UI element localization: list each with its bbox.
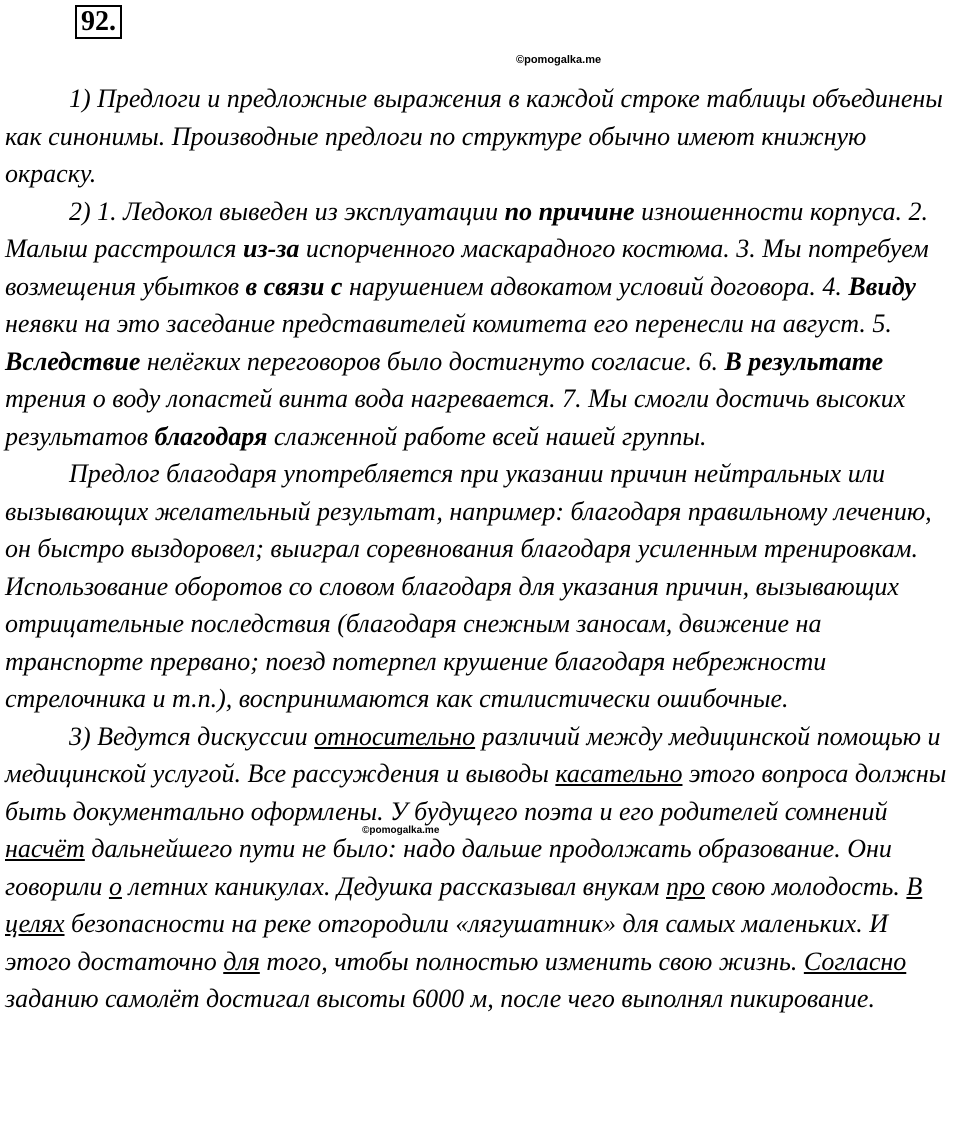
underlined-preposition: насчёт: [5, 834, 85, 863]
text-run: безопасности на реке отгородили «лягушатник» для самых маленьких. И этого достаточно: [5, 909, 888, 976]
answer-text: [5, 80, 960, 1018]
bold-preposition: из-за: [243, 234, 300, 263]
text-run: дальнейшего пути не было: надо дальше продолжать образование. Они говорили: [5, 834, 892, 901]
watermark-top: ©pomogalka.me: [516, 54, 602, 66]
underlined-preposition: касательно: [555, 759, 683, 788]
underlined-preposition: относительно: [314, 721, 476, 751]
text-run: нелёгких переговоров было достигнуто согласие. 6.: [140, 346, 725, 376]
bold-preposition: по причине: [504, 196, 635, 226]
bold-preposition: Вследствие: [5, 346, 141, 376]
underlined-preposition: о: [108, 871, 122, 901]
text-run: слаженной работе всей нашей группы.: [267, 421, 707, 451]
text-run: летних каникулах. Дедушка рассказывал внукам: [121, 871, 666, 901]
underlined-preposition: Согласно: [803, 946, 907, 976]
text-run: нарушением адвокатом условий договора. 4.: [342, 271, 849, 301]
text-run: 3) Ведутся дискуссии: [69, 721, 315, 751]
text-run: изношенности корпуса. 2. Малыш расстроился: [5, 196, 928, 263]
text-run: трения о воду лопастей винта вода нагревается. 7. Мы смогли достичь высоких результатов: [5, 384, 906, 451]
underlined-preposition: для: [223, 946, 260, 976]
bold-preposition: благодаря: [154, 421, 268, 451]
text-run: различий между медицинской помощью и медицинской услугой. Все рассуждения и выводы: [5, 721, 941, 788]
paragraph-2: [5, 193, 960, 456]
underlined-preposition: про: [666, 871, 705, 901]
bold-preposition: Ввиду: [848, 271, 916, 301]
text-run: свою молодость.: [705, 871, 907, 901]
task-number: 92.: [75, 5, 122, 39]
text-run: этого вопроса должны быть документально оформлены. У будущего поэта и его родителей сомнений: [5, 759, 947, 826]
text-run: 2) 1. Ледокол выведен из эксплуатации: [69, 196, 505, 226]
text-run: неявки на это заседание представителей комитета его перенесли на август. 5.: [5, 309, 892, 338]
bold-preposition: в связи с: [245, 271, 343, 301]
bold-preposition: В результате: [724, 346, 884, 376]
text-run: того, чтобы полностью изменить свою жизнь.: [259, 946, 804, 976]
text-run: заданию самолёт достигал высоты 6000 м, после чего выполнял пикирование.: [5, 984, 875, 1013]
paragraph-1: 1) Предлоги и предложные выражения в каждой строке таблицы объединены как синонимы. Производные предлоги по структуре обычно имеют книжную окраску.: [5, 84, 943, 188]
paragraph-3: Предлог благодаря употребляется при указании причин нейтральных или вызывающих желательный результат, например: благодаря правильному лечению, он быстро выздоровел; выиграл соревнования благодаря усиленным тренировкам. Использование оборотов со словом благодаря для указания причин, вызывающих отрицательные последствия (благодаря снежным заносам, движение на транспорте прервано; поезд потерпел крушение благодаря небрежности стрелочника и т.п.), воспринимаются как стилистически ошибочные.: [5, 459, 932, 713]
paragraph-4: [5, 718, 960, 1018]
underlined-preposition: В целях: [5, 871, 923, 938]
text-run: испорченного маскарадного костюма. 3. Мы потребуем возмещения убытков: [5, 234, 929, 301]
watermark-middle: ©pomogalka.me: [362, 825, 440, 836]
